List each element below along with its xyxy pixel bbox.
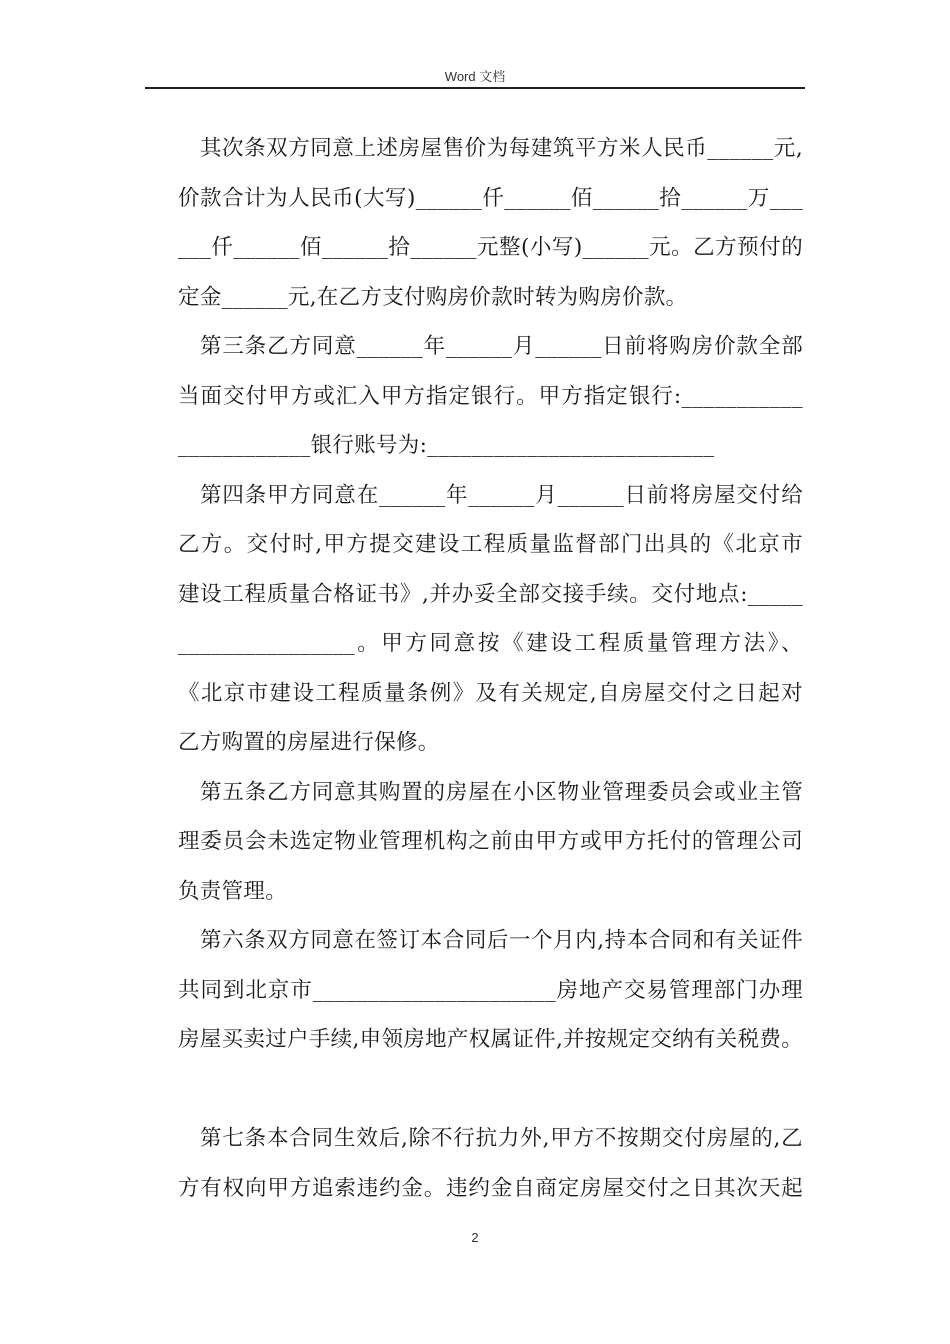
paragraph-line: 《北京市建设工程质量条例》及有关规定,自房屋交付之日起对 — [178, 680, 803, 706]
paragraph-line: 第五条乙方同意其购置的房屋在小区物业管理委员会或业主管 — [200, 779, 803, 805]
paragraph-line: 理委员会未选定物业管理机构之前由甲方或甲方托付的管理公司 — [178, 829, 803, 854]
paragraph-line: 乙方购置的房屋进行保修。 — [178, 730, 440, 755]
paragraph-line: 建设工程质量合格证书》,并办妥全部交接手续。交付地点:_____ — [178, 581, 803, 607]
document-body — [178, 124, 803, 1213]
paragraph-line: 其次条双方同意上述房屋售价为每建筑平方米人民币______元, — [200, 136, 803, 161]
paragraph-line: 价款合计为人民币(大写)______仟______佰______拾______万___ — [178, 185, 803, 211]
paragraph-line: 乙方。交付时,甲方提交建设工程质量监督部门出具的《北京市 — [178, 532, 803, 557]
paragraph-line: ___仟______佰______拾______元整(小写)______元。乙方预付的 — [178, 235, 803, 260]
paragraph-gap — [178, 1065, 803, 1115]
header-divider — [145, 87, 805, 89]
paragraph-line: 当面交付甲方或汇入甲方指定银行。甲方指定银行:___________ — [178, 383, 803, 409]
paragraph-line: 定金______元,在乙方支付购房价款时转为购房价款。 — [178, 284, 688, 310]
paragraph-line: 共同到北京市______________________房地产交易管理部门办理 — [178, 977, 803, 1003]
paragraph-line: 第六条双方同意在签订本合同后一个月内,持本合同和有关证件 — [200, 928, 803, 953]
paragraph-line: 房屋买卖过户手续,申领房地产权属证件,并按规定交纳有关税费。 — [178, 1027, 803, 1052]
page-number: 2 — [471, 1230, 479, 1245]
header-title: Word 文档 — [444, 69, 506, 84]
paragraph-line: 第四条甲方同意在______年______月______日前将房屋交付给 — [200, 482, 803, 508]
paragraph-line: ________________。甲方同意按《建设工程质量管理方法》、 — [178, 631, 803, 656]
paragraph-line: 第七条本合同生效后,除不行抗力外,甲方不按期交付房屋的,乙 — [200, 1126, 803, 1151]
paragraph-line: 方有权向甲方追索违约金。违约金自商定房屋交付之日其次天起 — [178, 1175, 803, 1201]
paragraph-line: ____________银行账号为:__________________________ — [178, 433, 715, 458]
paragraph-line: 负责管理。 — [178, 878, 288, 904]
paragraph-line: 第三条乙方同意______年______月______日前将购房价款全部 — [200, 334, 803, 359]
